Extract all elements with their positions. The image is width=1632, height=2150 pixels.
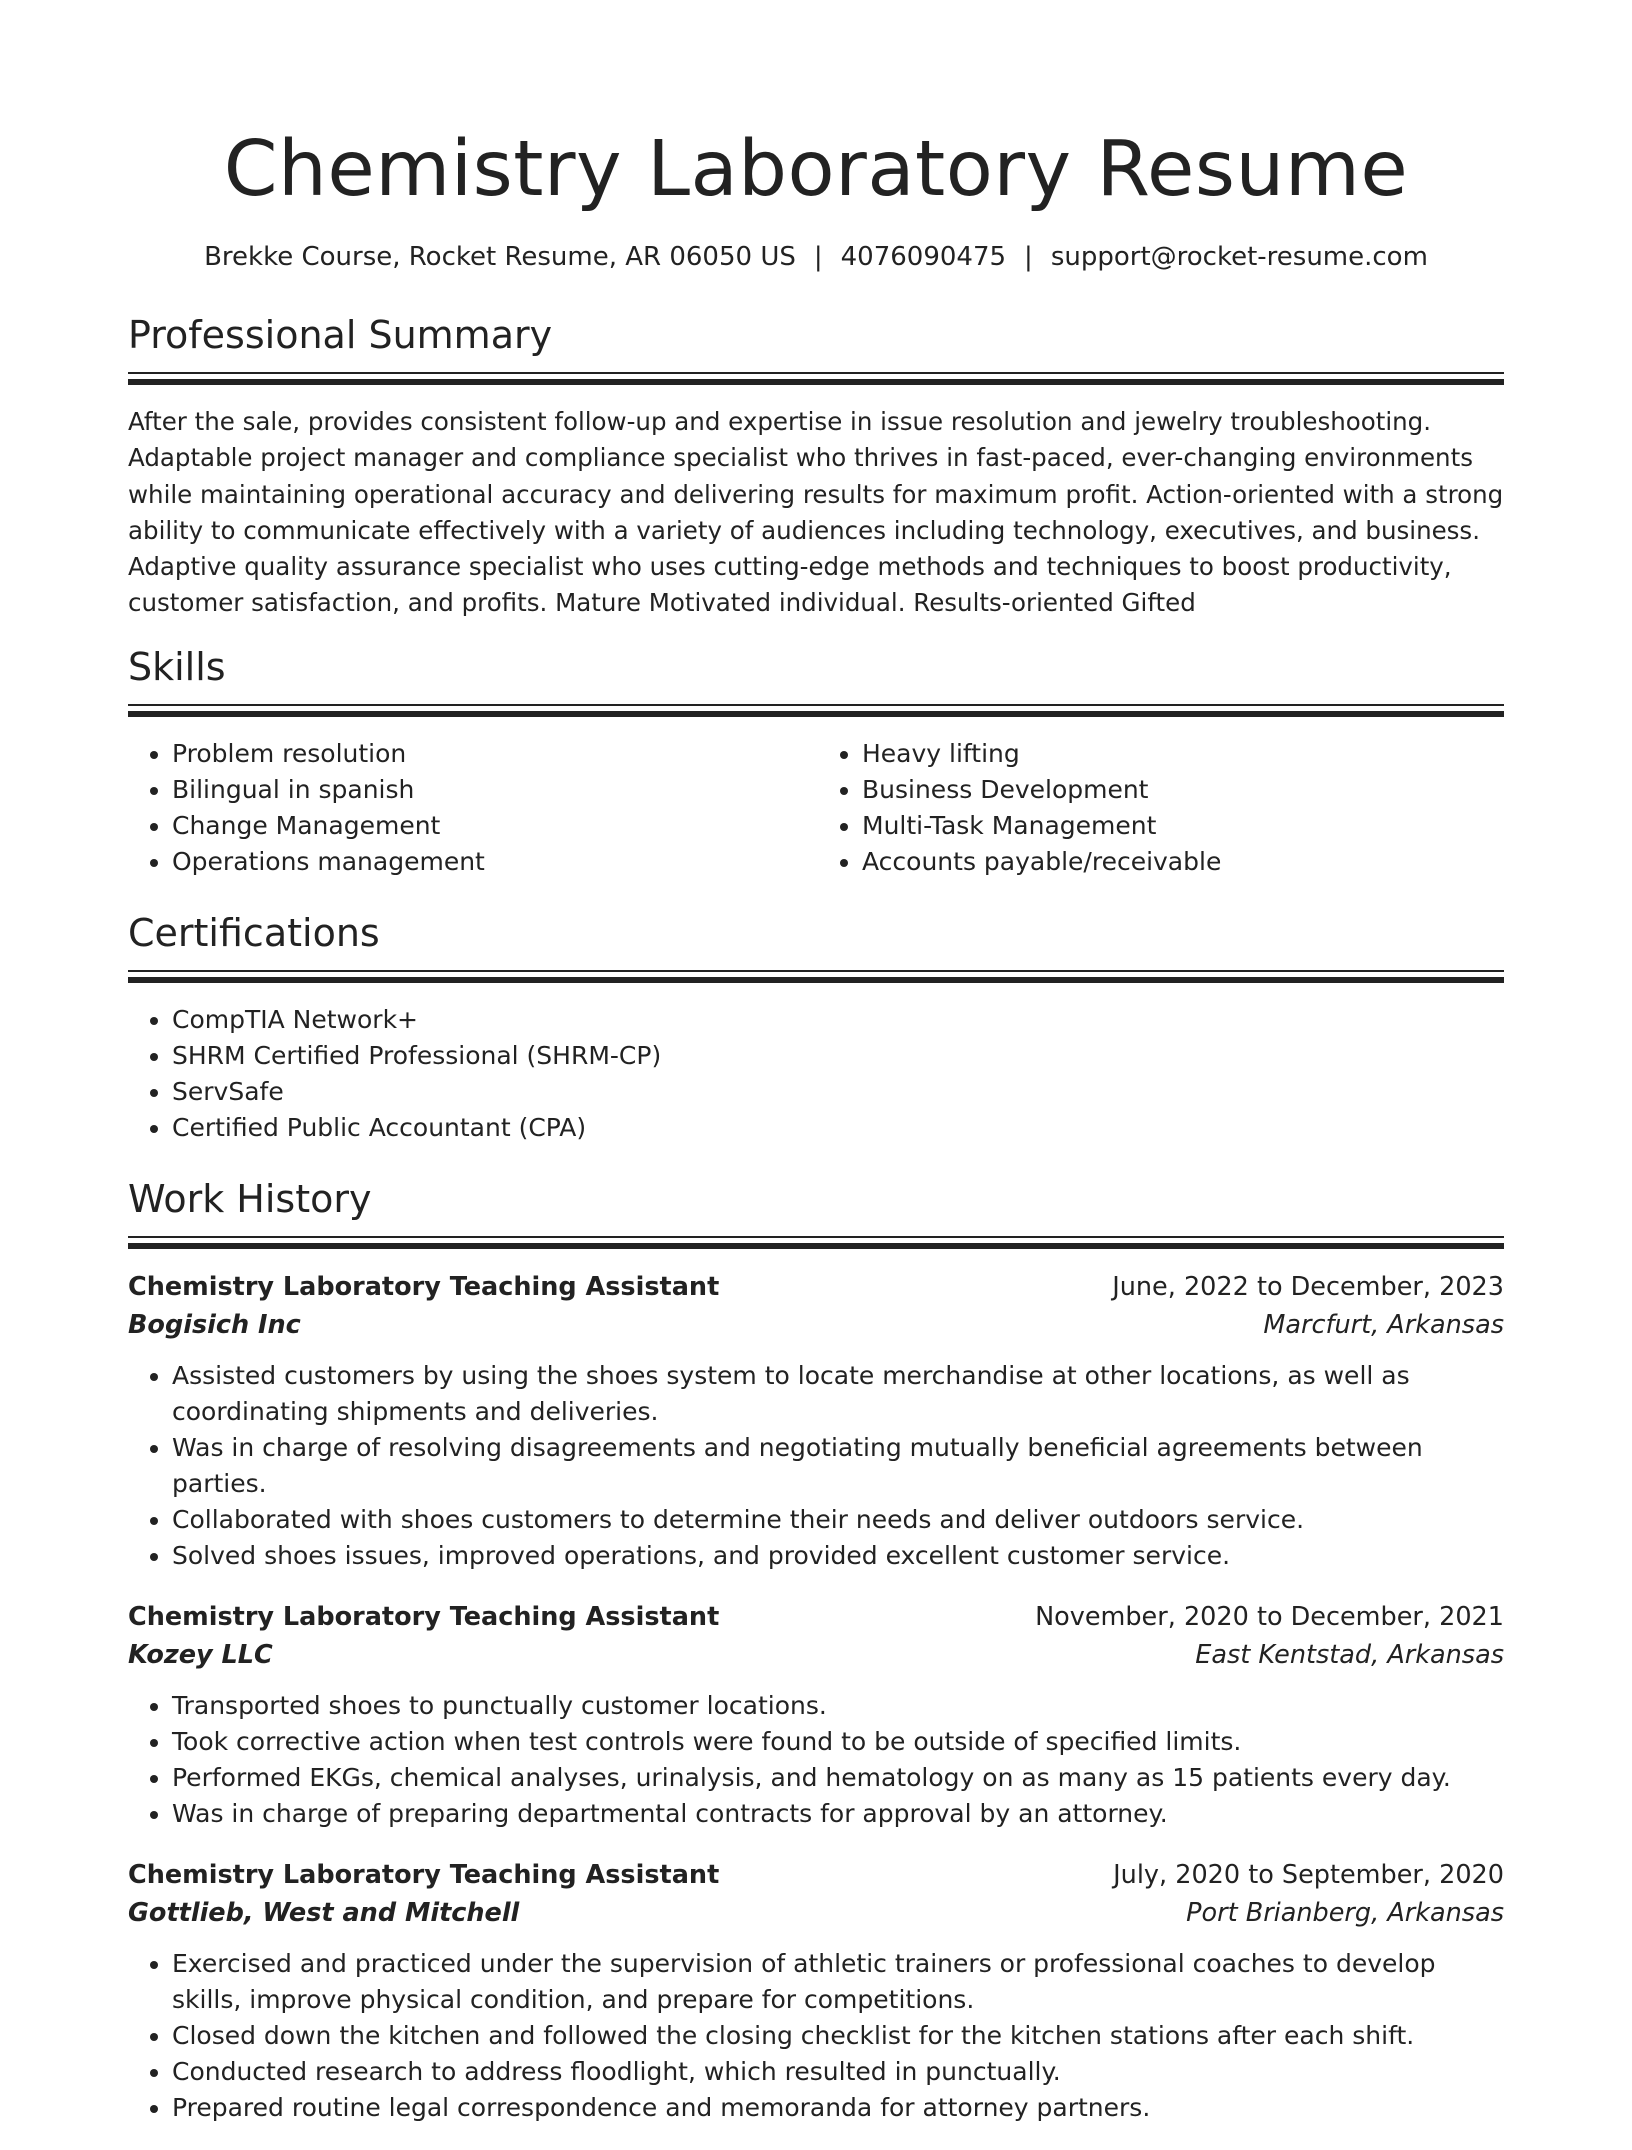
skill-item: • Business Development <box>862 772 1504 808</box>
resume-title: Chemistry Laboratory Resume <box>223 125 1409 214</box>
skill-item: • Bilingual in spanish <box>172 772 814 808</box>
summary-text: After the sale, provides consistent follow-up and expertise in issue resolution and jewelry troubleshooting. Adaptable project manager and compliance specialist who thrives in fast-paced, ever-changing environments while maintaining operational accuracy and delivering results for maximum profit. Action-oriented with a strong ability to communicate effectively with a variety of audiences including technology, executives, and business. Adaptive quality assurance specialist who uses cutting-edge methods and techniques to boost productivity, customer satisfaction, and profits. Mature Motivated individual. Results-oriented Gifted <box>128 407 1504 618</box>
job-title-row <box>128 1598 1504 1636</box>
certification-item: • SHRM Certified Professional (SHRM-CP) <box>172 1038 1504 1074</box>
job-bullet: • Solved shoes issues, improved operations, and provided excellent customer service. <box>172 1538 1504 1574</box>
certifications-list <box>128 1002 1504 1146</box>
section-rule <box>128 704 1504 718</box>
job-company-row <box>128 1636 1504 1674</box>
job-bullet: • Was in charge of preparing departmental contracts for approval by an attorney. <box>172 1796 1504 1832</box>
certification-item: • Certified Public Accountant (CPA) <box>172 1110 1504 1146</box>
job-company: Bogisich Inc <box>128 1309 301 1340</box>
skills-list-right <box>814 736 1504 880</box>
skill-item: • Accounts payable/receivable <box>862 844 1504 880</box>
skills-section <box>128 644 1504 880</box>
skills-grid <box>128 736 1504 880</box>
job-company-row <box>128 1894 1504 1932</box>
job-entry <box>128 1268 1504 1574</box>
skill-item: • Multi-Task Management <box>862 808 1504 844</box>
summary-section <box>128 312 1504 622</box>
job-entry <box>128 1856 1504 2126</box>
work-history-section <box>128 1176 1504 2126</box>
job-bullet: • Was in charge of resolving disagreements and negotiating mutually beneficial agreements between parties. <box>172 1430 1504 1502</box>
certification-item: • ServSafe <box>172 1074 1504 1110</box>
job-bullets <box>128 1688 1504 1832</box>
job-bullet: • Performed EKGs, chemical analyses, urinalysis, and hematology on as many as 15 patients every day. <box>172 1760 1504 1796</box>
job-title: Chemistry Laboratory Teaching Assistant <box>128 1601 720 1632</box>
certification-item: • CompTIA Network+ <box>172 1002 1504 1038</box>
job-location: Port Brianberg, Arkansas <box>1186 1897 1504 1928</box>
job-bullet: • Conducted research to address floodlight, which resulted in punctually. <box>172 2054 1504 2090</box>
skills-list-left <box>128 736 814 880</box>
section-rule <box>128 372 1504 386</box>
job-location: Marcfurt, Arkansas <box>1263 1309 1504 1340</box>
job-company: Kozey LLC <box>128 1639 273 1670</box>
section-rule <box>128 970 1504 984</box>
job-bullet: • Exercised and practiced under the supervision of athletic trainers or professional coaches to develop skills, improve physical condition, and prepare for competitions. <box>172 1946 1504 2018</box>
section-heading-skills: Skills <box>128 644 226 689</box>
job-bullet: • Transported shoes to punctually customer locations. <box>172 1688 1504 1724</box>
job-dates: July, 2020 to September, 2020 <box>1113 1859 1504 1890</box>
job-title-row <box>128 1856 1504 1894</box>
contact-separator: | <box>1024 242 1033 272</box>
job-company-row <box>128 1306 1504 1344</box>
contact-line <box>128 240 1504 274</box>
job-title-row <box>128 1268 1504 1306</box>
job-bullet: • Assisted customers by using the shoes system to locate merchandise at other locations, as well as coordinating shipments and deliveries. <box>172 1358 1504 1430</box>
job-bullets <box>128 1946 1504 2126</box>
contact-separator: | <box>813 242 823 272</box>
skill-item: • Heavy lifting <box>862 736 1504 772</box>
section-heading-certifications: Certifications <box>128 910 380 955</box>
job-entry <box>128 1598 1504 1832</box>
section-heading-summary: Professional Summary <box>128 313 553 357</box>
job-title: Chemistry Laboratory Teaching Assistant <box>128 1271 720 1302</box>
contact-phone: 4076090475 <box>840 242 1007 272</box>
section-rule <box>128 1236 1504 1250</box>
job-location: East Kentstad, Arkansas <box>1195 1639 1504 1670</box>
skill-item: • Change Management <box>172 808 814 844</box>
job-dates: November, 2020 to December, 2021 <box>1035 1601 1504 1632</box>
job-bullet: • Closed down the kitchen and followed the closing checklist for the kitchen stations after each shift. <box>172 2018 1504 2054</box>
resume-page <box>128 0 1504 2150</box>
job-company: Gottlieb, West and Mitchell <box>128 1897 520 1928</box>
contact-address: Brekke Course, Rocket Resume, AR 06050 US <box>204 242 796 272</box>
job-bullet: • Collaborated with shoes customers to determine their needs and deliver outdoors service. <box>172 1502 1504 1538</box>
job-dates: June, 2022 to December, 2023 <box>1112 1271 1504 1302</box>
job-title: Chemistry Laboratory Teaching Assistant <box>128 1859 720 1890</box>
section-heading-work-history: Work History <box>128 1176 372 1221</box>
job-bullets <box>128 1358 1504 1574</box>
skill-item: • Problem resolution <box>172 736 814 772</box>
contact-email: support@rocket-resume.com <box>1050 242 1428 272</box>
job-bullet: • Prepared routine legal correspondence and memoranda for attorney partners. <box>172 2090 1504 2126</box>
skill-item: • Operations management <box>172 844 814 880</box>
certifications-section <box>128 910 1504 1146</box>
job-bullet: • Took corrective action when test controls were found to be outside of specified limits. <box>172 1724 1504 1760</box>
